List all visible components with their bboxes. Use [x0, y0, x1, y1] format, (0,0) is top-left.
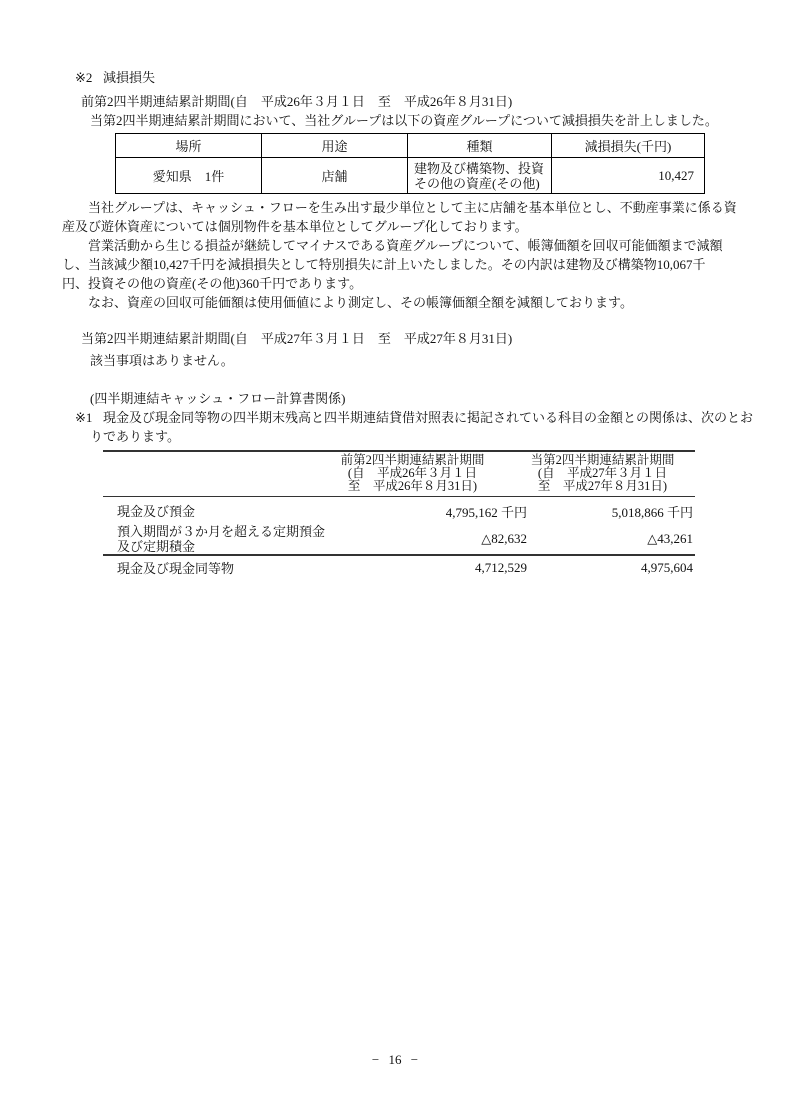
current-period-heading: 当第2四半期連結累計期間(自 平成27年３月１日 至 平成27年８月31日) [81, 331, 513, 346]
current-period-note: 該当事項はありません。 [90, 353, 234, 368]
cashflow-section-title: (四半期連結キャッシュ・フロー計算書関係) [90, 391, 346, 406]
section-gap [62, 370, 715, 389]
cashflow-note-heading [62, 408, 754, 427]
cashflow-note-line1: 現金及び現金同等物の四半期末残高と四半期連結貸借対照表に掲記されている科目の金額との関係は、次のとお [103, 410, 754, 425]
impairment-paragraphs [62, 198, 737, 312]
impairment-note-mark: ※2 [75, 70, 93, 85]
col-header-use: 用途 [262, 134, 408, 158]
page-number: − 16 − [371, 1052, 419, 1067]
impairment-heading-title: 減損損失 [103, 70, 156, 85]
current-value: 4,975,604 [641, 560, 693, 575]
row-label [103, 524, 372, 554]
header-spacer [103, 454, 315, 493]
paragraph-line: なお、資産の回収可能価額は使用価値により測定し、その帳簿価額全額を減額しております。 [88, 295, 633, 310]
cashflow-table [103, 450, 695, 580]
cell-kind [408, 158, 552, 194]
cashflow-table-header [103, 450, 695, 497]
cell-use: 店舗 [262, 158, 408, 194]
cell-location: 愛知県 1件 [116, 158, 262, 194]
prior-header-from: (自 平成26年３月１日 [347, 466, 478, 480]
row-label [103, 561, 372, 576]
impairment-heading [62, 68, 715, 87]
current-value: △43,261 [647, 531, 693, 546]
col-header-location: 場所 [116, 134, 262, 158]
prior-value: 4,795,162 千円 [445, 505, 527, 520]
prior-value: △82,632 [481, 531, 527, 546]
paragraph-line: 円、投資その他の資産(その他)360千円であります。 [62, 276, 363, 291]
current-header-to: 至 平成27年８月31日) [537, 479, 668, 493]
impairment-table-row [116, 158, 705, 194]
page-content [62, 68, 754, 580]
paragraph-line: 産及び遊休資産については個別物件を基本単位としてグループ化しております。 [62, 219, 528, 234]
row-label-line1: 預入期間が３か月を超える定期預金 [117, 524, 326, 539]
prior-period-column-header [315, 454, 510, 493]
table-row [103, 497, 695, 524]
cashflow-note-mark: ※1 [75, 410, 93, 425]
row-label-line2: 及び定期積金 [117, 539, 196, 554]
col-header-kind: 種類 [408, 134, 552, 158]
cell-kind-line1: 建物及び構築物、投資 [414, 160, 545, 176]
row-label-line1: 現金及び現金同等物 [117, 560, 235, 576]
prior-header-to: 至 平成26年８月31日) [347, 479, 478, 493]
prior-value: 4,712,529 [475, 560, 527, 575]
paragraph-line: 営業活動から生じる損益が継続してマイナスである資産グループについて、帳簿価額を回収可能価額まで減額 [88, 238, 723, 253]
table-total-row [103, 554, 695, 580]
current-period-column-header [510, 454, 695, 493]
current-value: 5,018,866 千円 [611, 505, 693, 520]
row-label-line1: 現金及び預金 [117, 504, 196, 519]
current-header-from: (自 平成27年３月１日 [537, 466, 668, 480]
table-row [103, 524, 695, 554]
paragraph-line: し、当該減少額10,427千円を減損損失として特別損失に計上いたしました。その内訳は建物及び構築物10,067千 [62, 257, 706, 272]
cell-kind-line2: その他の資産(その他) [414, 175, 540, 191]
row-label [103, 504, 372, 519]
impairment-table [115, 133, 705, 194]
cashflow-note-line2: りであります。 [90, 429, 180, 444]
cell-amount: 10,427 [552, 158, 705, 194]
current-header-title: 当第2四半期連結累計期間 [530, 453, 675, 467]
col-header-amount: 減損損失(千円) [552, 134, 705, 158]
prior-header-title: 前第2四半期連結累計期間 [340, 453, 485, 467]
prior-period-heading: 前第2四半期連結累計期間(自 平成26年３月１日 至 平成26年８月31日) [81, 94, 513, 109]
paragraph-line: 当社グループは、キャッシュ・フローを生み出す最少単位として主に店舗を基本単位とし、不動産事業に係る資 [88, 200, 737, 215]
impairment-intro: 当第2四半期連結累計期間において、当社グループは以下の資産グループについて減損損失を計上しました。 [90, 113, 718, 128]
impairment-table-header-row [116, 134, 705, 158]
